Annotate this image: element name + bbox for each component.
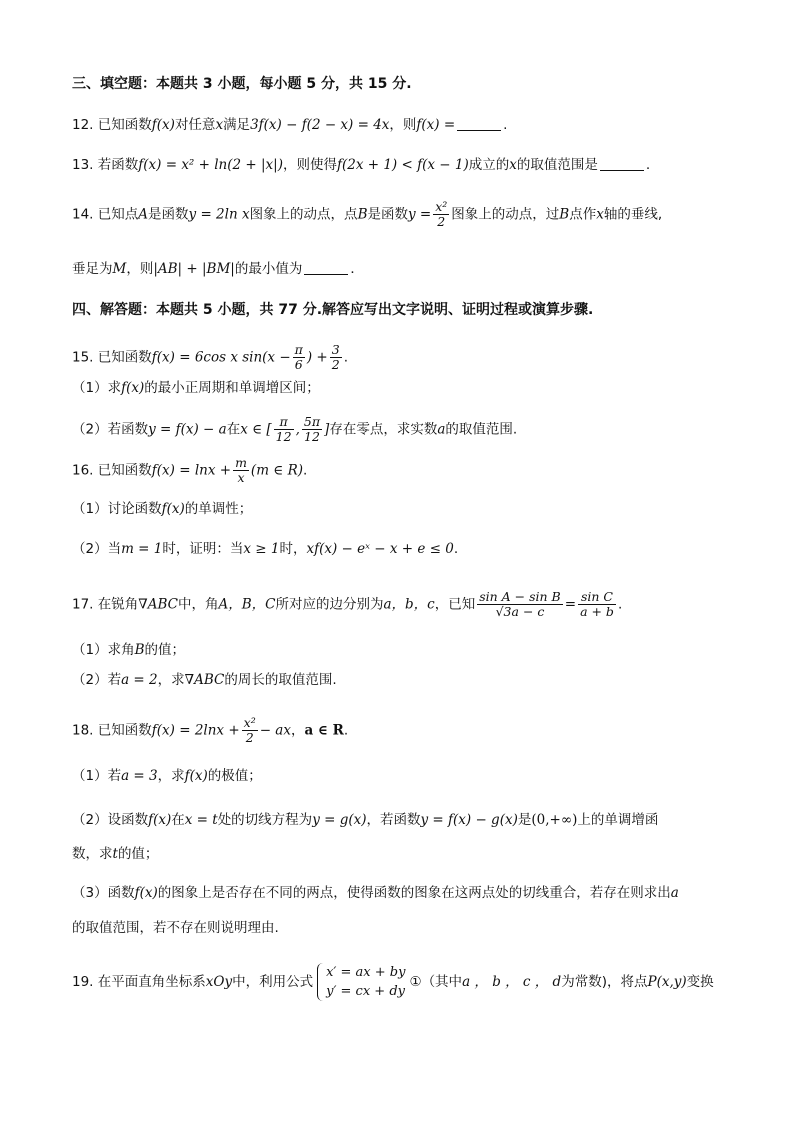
question-number: 16. — [72, 462, 94, 479]
fraction: $\frac{\text{x²}}{2}$ — [243, 715, 256, 745]
question-number: 19. — [72, 974, 94, 990]
question-16: 16. 已知函数f(x) = lnx + $\frac{m}{x}$ (m ∈ R). — [72, 455, 308, 485]
question-15-part-1: （1）求f(x)的最小正周期和单调增区间； — [72, 380, 320, 396]
equation-system: x′ = ax + by y′ = cx + dy — [317, 963, 405, 1001]
question-18-part-3: （3）函数f(x)的图象上是否存在不同的两点，使得函数的图象在这两点处的切线重合，若存在则求出a — [72, 885, 679, 901]
question-17-part-1: （1）求角B的值； — [72, 642, 186, 658]
question-number: 12. — [72, 117, 94, 133]
fraction: $\frac{\text{x²}}{2}$ — [435, 199, 448, 229]
answer-blank — [457, 116, 501, 131]
question-18-part-2-line-2: 数，求t的值； — [72, 846, 159, 862]
question-15-part-2: （2）若函数y = f(x) − a在x ∈ [ $\frac{\pi}{12}$ , $\frac{5\pi}{12}$ ]存在零点，求实数a的取值范围. — [72, 414, 518, 444]
fraction: $\frac{\pi}{6}$ — [294, 342, 303, 372]
question-14: 14. 已知点A是函数y = 2ln x图象上的动点，点B是函数y = $\frac{\text{x²}}{2}$ 图象上的动点，过B点作x轴的垂线, — [72, 199, 663, 229]
question-number: 14. — [72, 206, 94, 223]
question-15: 15. 已知函数f(x) = 6cos x sin(x − $\frac{\pi}{6}$ ) + $\frac{3}{2}$ . — [72, 342, 348, 372]
question-12: 12. 已知函数f(x)对任意x满足3f(x) − f(2 − x) = 4x，则f(x) = . — [72, 117, 508, 133]
fraction: $\frac{m}{x}$ — [235, 455, 247, 485]
question-16-part-2: （2）当m = 1时，证明：当x ≥ 1时，xf(x) − eˣ − x + e ≤ 0. — [72, 541, 459, 557]
question-18-part-3-line-2: 的取值范围，若不存在则说明理由. — [72, 920, 279, 936]
question-17-part-2: （2）若a = 2，求∇ABC的周长的取值范围. — [72, 672, 337, 688]
fraction: $\frac{3}{2}$ — [331, 342, 340, 372]
question-18-part-1: （1）若a = 3，求f(x)的极值； — [72, 768, 262, 784]
fraction: $\frac{\text{sin C}}{a + b}$ — [580, 589, 614, 619]
question-18: 18. 已知函数f(x) = 2lnx + $\frac{\text{x²}}{2}$ − ax，a ∈ R. — [72, 715, 349, 745]
fraction: $\frac{5\pi}{12}$ — [303, 414, 321, 444]
answer-blank — [600, 156, 644, 171]
question-number: 18. — [72, 722, 94, 739]
question-number: 13. — [72, 157, 94, 173]
question-18-part-2: （2）设函数f(x)在x = t处的切线方程为y = g(x)，若函数y = f(x) − g(x)是(0,+∞)上的单调增函 — [72, 812, 659, 828]
question-13: 13. 若函数f(x) = x² + ln(2 + |x|)，则使得f(2x + 1) < f(x − 1)成立的x的取值范围是 . — [72, 157, 651, 173]
question-17: 17. 在锐角∇ABC中，角A，B，C所对应的边分别为a，b，c，已知 $\frac{\text{sin A − sin B}}{√3a - c}$ = $\frac{\text{sin C}}{a + b}$ . — [72, 589, 623, 619]
question-16-part-1: （1）讨论函数f(x)的单调性； — [72, 501, 253, 517]
section-3-heading: 三、填空题：本题共 3 小题，每小题 5 分，共 15 分. — [72, 76, 412, 92]
question-number: 15. — [72, 349, 94, 366]
question-19: 19. 在平面直角坐标系xOy中，利用公式 x′ = ax + by y′ = cx + dy ①（其中a ， b ， c ， d为常数)，将点P(x,y)变换 — [72, 965, 714, 999]
question-14-line-2: 垂足为M，则|AB| + |BM|的最小值为 ． — [72, 261, 364, 277]
fraction: $\frac{\text{sin A − sin B}}{√3a - c}$ — [479, 589, 561, 619]
fraction: $\frac{\pi}{12}$ — [275, 414, 292, 444]
question-number: 17. — [72, 596, 94, 613]
section-4-heading: 四、解答题：本题共 5 小题，共 77 分.解答应写出文字说明、证明过程或演算步骤. — [72, 302, 594, 318]
answer-blank — [304, 260, 348, 275]
